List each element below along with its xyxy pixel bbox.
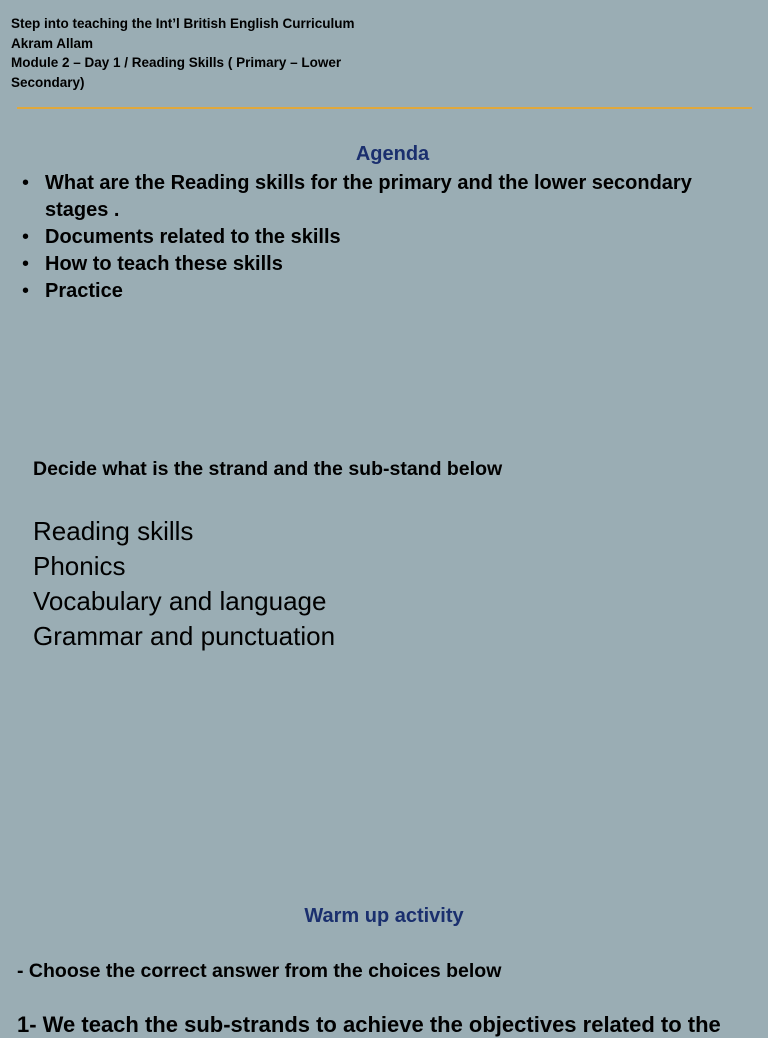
bullet-icon: •: [22, 172, 30, 194]
bullet-icon: •: [22, 253, 30, 275]
agenda-item: [22, 170, 722, 224]
bullet-icon: •: [22, 226, 30, 248]
agenda-item: [22, 224, 722, 251]
header-divider: [17, 107, 752, 109]
module-info: Module 2 – Day 1 / Reading Skills ( Primary – Lower: [11, 55, 342, 70]
strand-item: Vocabulary and language: [33, 586, 327, 616]
strand-item: Grammar and punctuation: [33, 621, 336, 651]
warm-up-instruction: - Choose the correct answer from the choices below: [17, 960, 502, 982]
agenda-item-text: How to teach these skills: [45, 253, 283, 275]
strand-item: Phonics: [33, 551, 126, 581]
strand-item: Reading skills: [33, 516, 194, 546]
warm-up-question: 1- We teach the sub-strands to achieve the objectives related to the: [17, 1012, 721, 1037]
strand-prompt: Decide what is the strand and the sub-stand below: [33, 458, 503, 480]
agenda-item-text: What are the Reading skills for the primary and the lower secondary stages .: [45, 172, 692, 221]
agenda-item: [22, 278, 722, 305]
agenda-item: [22, 251, 722, 278]
agenda-title: Agenda: [355, 143, 430, 165]
course-title: Step into teaching the Int’l British English Curriculum: [11, 16, 355, 31]
warm-up-title: Warm up activity: [304, 905, 464, 927]
bullet-icon: •: [22, 280, 30, 302]
agenda-list: [22, 170, 722, 305]
agenda-item-text: Practice: [45, 280, 123, 302]
module-info-continued: Secondary): [11, 74, 85, 90]
strand-list: [33, 514, 335, 654]
agenda-item-text: Documents related to the skills: [45, 226, 341, 248]
document-header: [11, 14, 391, 92]
author-name: Akram Allam: [11, 35, 94, 51]
